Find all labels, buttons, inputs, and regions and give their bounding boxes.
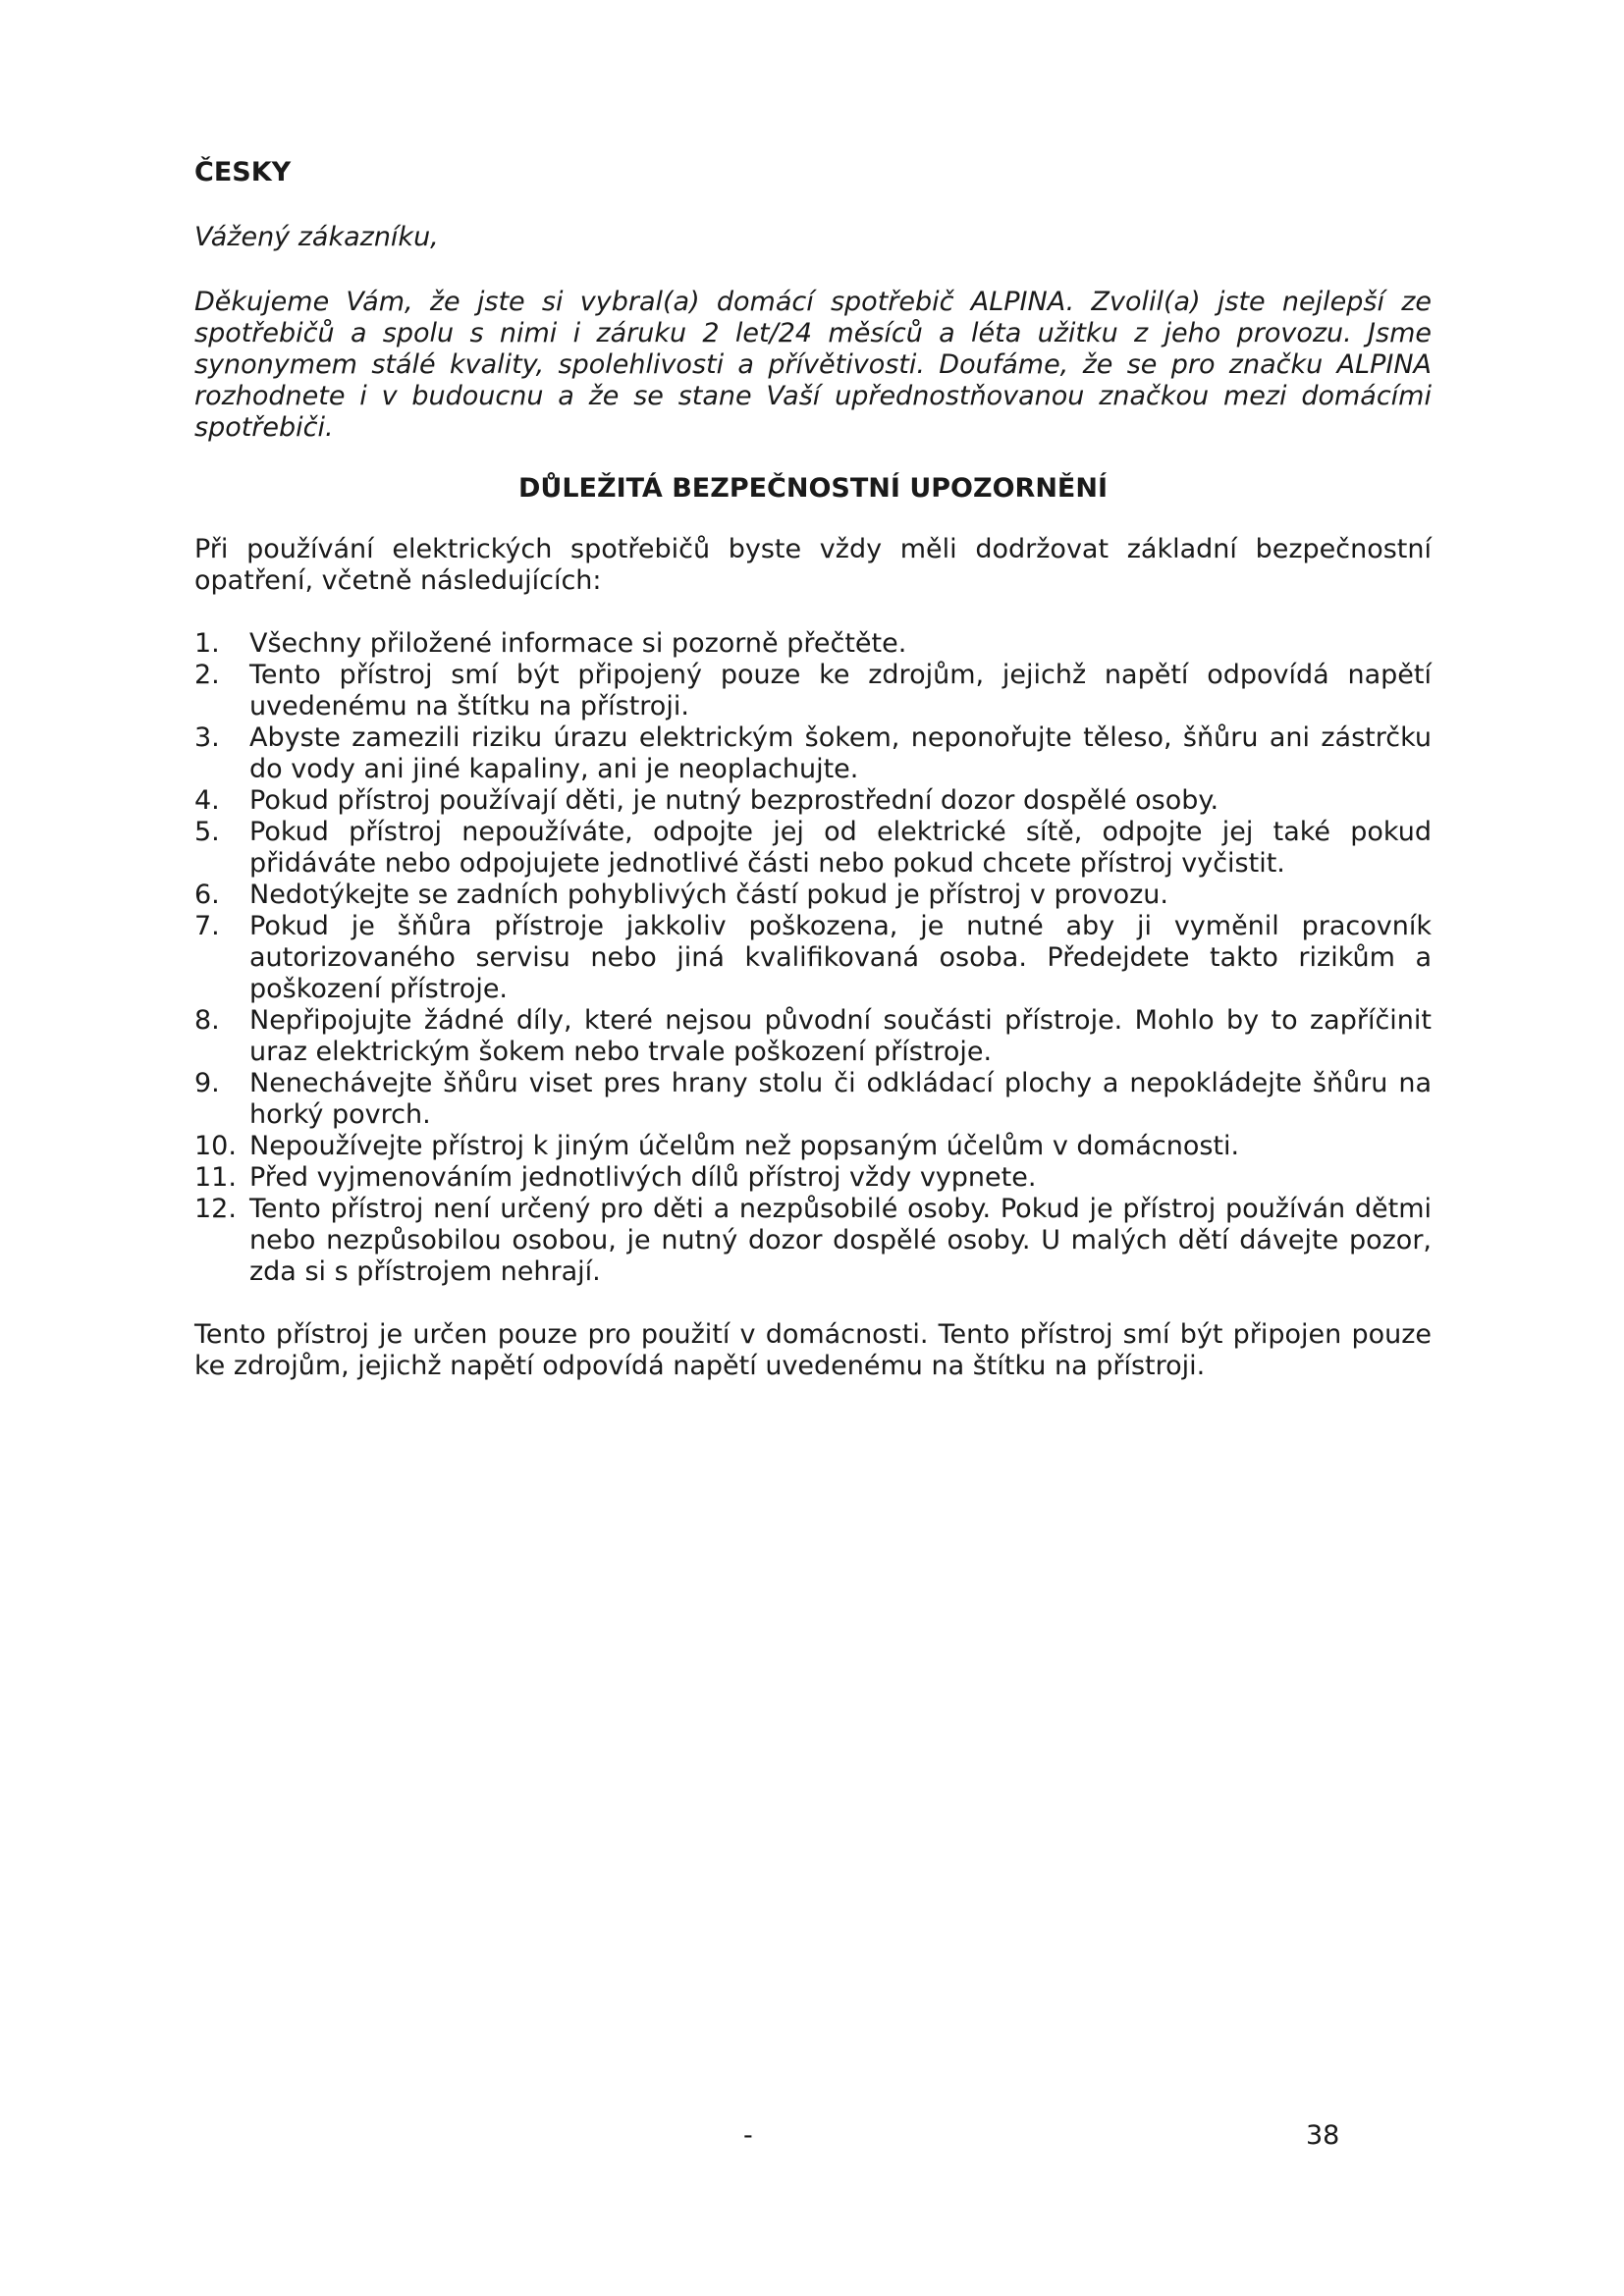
list-item [194, 1162, 1432, 1194]
list-item [194, 722, 1432, 785]
list-item-number: 11. [194, 1162, 237, 1193]
list-item-number: 5. [194, 817, 220, 847]
list-item-number: 10. [194, 1131, 237, 1161]
list-item-number: 3. [194, 722, 220, 753]
list-item [194, 1194, 1432, 1288]
list-item-number: 2. [194, 660, 220, 690]
list-item-text: Pokud přístroj používají děti, je nutný bezprostřední dozor dospělé osoby. [249, 785, 1219, 816]
list-item [194, 1131, 1432, 1162]
safety-list [194, 628, 1432, 1288]
safety-heading: DŮLEŽITÁ BEZPEČNOSTNÍ UPOZORNĚNÍ [518, 473, 1108, 504]
list-item [194, 880, 1432, 911]
list-item [194, 1068, 1432, 1131]
list-item-text: Nepřipojujte žádné díly, které nejsou původní součásti přístroje. Mohlo by to zapříčinit uraz elektrickým šokem nebo trvale poškození přístroje. [249, 1005, 1432, 1067]
list-item-number: 4. [194, 785, 220, 816]
closing-note-paragraph: Tento přístroj je určen pouze pro použití v domácnosti. Tento přístroj smí být připojen pouze ke zdrojům, jejichž napětí odpovídá napětí uvedenému na štítku na přístroji. [194, 1319, 1432, 1381]
page-content [194, 157, 1432, 1382]
list-item [194, 817, 1432, 880]
list-item-number: 1. [194, 628, 220, 659]
safety-lead-paragraph: Při používání elektrických spotřebičů byste vždy měli dodržovat základní bezpečnostní opatření, včetně následujících: [194, 534, 1432, 596]
footer-dash: - [743, 2120, 753, 2151]
list-item [194, 628, 1432, 660]
list-item [194, 1005, 1432, 1068]
list-item-text: Nepoužívejte přístroj k jiným účelům než popsaným účelům v domácnosti. [249, 1131, 1240, 1161]
list-item-text: Nedotýkejte se zadních pohyblivých částí pokud je přístroj v provozu. [249, 880, 1168, 910]
list-item-text: Tento přístroj smí být připojený pouze ke zdrojům, jejichž napětí odpovídá napětí uvedenému na štítku na přístroji. [249, 660, 1432, 721]
list-item [194, 660, 1432, 722]
language-heading: ČESKY [194, 157, 292, 187]
list-item-text: Pokud přístroj nepoužíváte, odpojte jej od elektrické sítě, odpojte jej také pokud přidáváte nebo odpojujete jednotlivé části nebo pokud chcete přístroj vyčistit. [249, 817, 1432, 879]
list-item-text: Tento přístroj není určený pro děti a nezpůsobilé osoby. Pokud je přístroj používán dětmi nebo nezpůsobilou osobou, je nutný dozor dospělé osoby. U malých dětí dávejte pozor, zda si s přístrojem nehrají. [249, 1194, 1432, 1287]
list-item-number: 7. [194, 911, 220, 941]
list-item-text: Před vyjmenováním jednotlivých dílů přístroj vždy vypnete. [249, 1162, 1037, 1193]
list-item-text: Pokud je šňůra přístroje jakkoliv poškozena, je nutné aby ji vyměnil pracovník autorizovaného servisu nebo jiná kvalifikovaná osoba. Předejdete takto rizikům a poškození přístroje. [249, 911, 1432, 1004]
list-item-number: 12. [194, 1194, 237, 1224]
page-number: 38 [1306, 2120, 1340, 2151]
list-item-number: 6. [194, 880, 220, 910]
salutation: Vážený zákazníku, [194, 222, 439, 252]
list-item-text: Všechny přiložené informace si pozorně přečtěte. [249, 628, 907, 659]
list-item-text: Abyste zamezili riziku úrazu elektrickým šokem, neponořujte těleso, šňůru ani zástrčku do vody ani jiné kapaliny, ani je neoplachujte. [249, 722, 1432, 784]
list-item-number: 9. [194, 1068, 220, 1098]
list-item [194, 785, 1432, 817]
list-item-text: Nenechávejte šňůru viset pres hrany stolu či odkládací plochy a nepokládejte šňůru na horký povrch. [249, 1068, 1432, 1130]
list-item [194, 911, 1432, 1005]
intro-paragraph: Děkujeme Vám, že jste si vybral(a) domácí spotřebič ALPINA. Zvolil(a) jste nejlepší ze spotřebičů a spolu s nimi i záruku 2 let/24 měsíců a léta užitku z jeho provozu. Jsme synonymem stálé kvality, spolehlivosti a přívětivosti. Doufáme, že se pro značku ALPINA rozhodnete i v budoucnu a že se stane Vaší upřednostňovanou značkou mezi domácími spotřebiči. [194, 287, 1432, 443]
list-item-number: 8. [194, 1005, 220, 1036]
